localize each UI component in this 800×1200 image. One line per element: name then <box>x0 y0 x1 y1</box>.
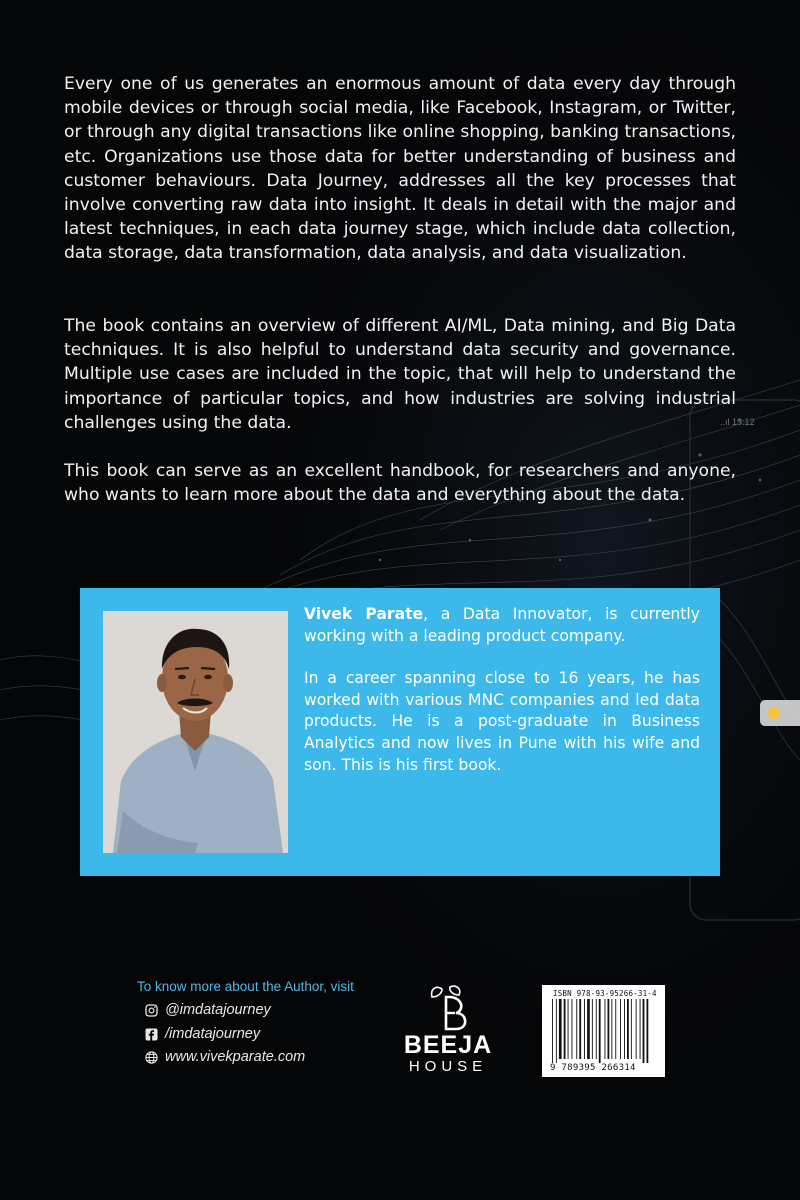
barcode-bar <box>640 999 641 1059</box>
author-photo <box>103 611 288 853</box>
instagram-link[interactable] <box>145 1002 271 1018</box>
barcode-bar <box>627 999 629 1059</box>
description-paragraph-3: This book can serve as an excellent handbook, for researchers and anyone, who wants to learn more about the data and everything about the data. <box>64 461 736 506</box>
barcode-bar <box>579 999 581 1059</box>
barcode-bar <box>592 999 593 1059</box>
barcode-bar <box>576 999 577 1059</box>
barcode-bar <box>605 999 606 1059</box>
svg-text:..ıl 19:12: ..ıl 19:12 <box>720 417 755 427</box>
barcode-bar <box>608 999 610 1059</box>
barcode-bar <box>647 999 649 1063</box>
barcode-bar <box>564 999 566 1059</box>
author-career: In a career spanning close to 16 years, he has worked with various MNC companies and led data products. He is a post-graduate in Business Analytics and now lives in Pune with his wife and son. This is his first book. <box>304 669 700 774</box>
publisher-sub: HOUSE <box>408 1058 488 1075</box>
barcode-bar <box>587 999 590 1059</box>
author-bio <box>304 604 700 797</box>
barcode-bars <box>550 999 658 1063</box>
facebook-icon <box>145 1028 158 1041</box>
barcode-bar <box>615 999 616 1059</box>
description-paragraph-1: Every one of us generates an enormous amount of data every day through mobile devices or through social media, like Facebook, Instagram, or Twitter, or through any digital transactions like online shopping, banking transactions, etc. Organizations use those data for better understanding of business and customer behaviours. Data Journey, addresses all the key processes that involve converting raw data into insight. It deals in detail with the major and latest techniques, in each data journey stage, which include data collection, data storage, data transformation, data analysis, and data visualization. <box>64 74 736 264</box>
barcode-bar <box>624 999 625 1059</box>
globe-icon <box>145 1051 158 1064</box>
barcode-bar <box>631 999 632 1059</box>
barcode-bar <box>584 999 585 1059</box>
facebook-link[interactable] <box>145 1026 260 1042</box>
barcode-bar <box>572 999 573 1059</box>
description-paragraph-2: The book contains an overview of different AI/ML, Data mining, and Big Data techniques. It is also helpful to understand data security and governance. Multiple use cases are included in the topic, that will help to understand the importance of particular topics, and how industries are solving industrial challenges using the data. <box>64 316 736 433</box>
barcode-bar <box>596 999 597 1059</box>
barcode-bar <box>568 999 569 1059</box>
instagram-handle: @imdatajourney <box>165 1002 271 1018</box>
barcode <box>542 985 665 1077</box>
publisher-logo <box>396 985 500 1080</box>
barcode-bar <box>611 999 612 1059</box>
barcode-number: 9 789395 266314 <box>550 1063 636 1073</box>
instagram-icon <box>145 1004 158 1017</box>
author-name: Vivek Parate <box>304 605 424 623</box>
barcode-bar <box>643 999 645 1063</box>
barcode-bar <box>599 999 601 1063</box>
website-link[interactable] <box>145 1049 305 1065</box>
isbn-label: ISBN 978-93-95266-31-4 <box>553 989 657 998</box>
facebook-handle: /imdatajourney <box>165 1026 261 1042</box>
website-url: www.vivekparate.com <box>165 1049 306 1065</box>
barcode-bar <box>559 999 562 1059</box>
barcode-bar <box>552 999 553 1063</box>
publisher-name: BEEJA <box>403 1031 493 1059</box>
barcode-bar <box>556 999 557 1063</box>
barcode-bar <box>636 999 637 1059</box>
leaf-b-icon <box>426 985 470 1031</box>
barcode-bar <box>620 999 621 1059</box>
author-intro: , a Data Innovator, is currently working with a leading product company. <box>304 605 700 645</box>
visit-heading: To know more about the Author, visit <box>137 979 354 994</box>
